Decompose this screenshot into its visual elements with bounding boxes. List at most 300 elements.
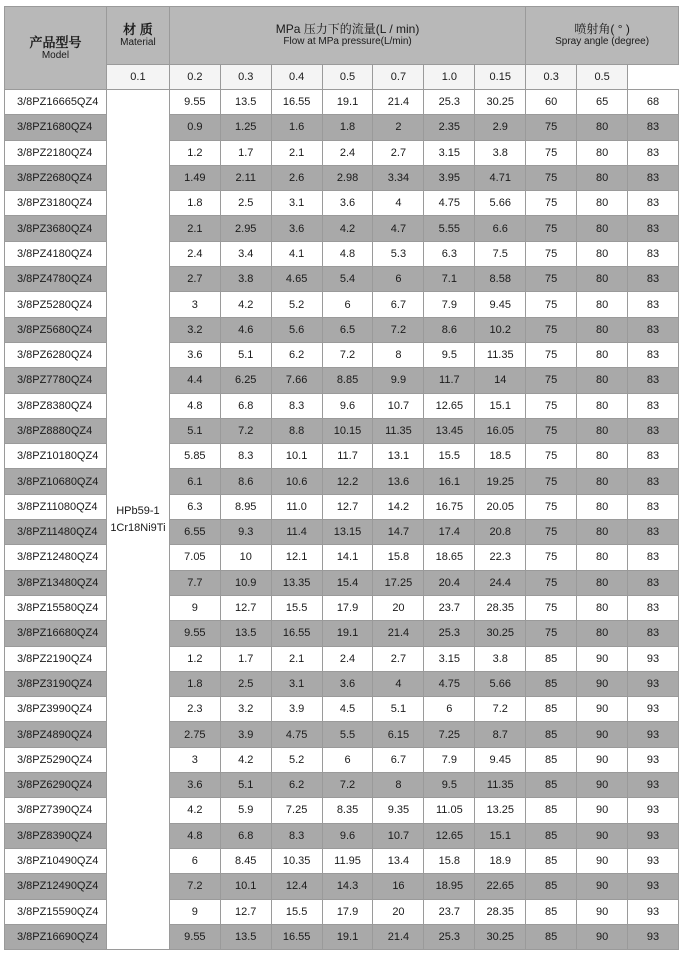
flow-cell: 6.8 [220,393,271,418]
pressure-header-cell: 0.2 [169,64,220,89]
flow-cell: 3.9 [220,722,271,747]
angle-cell: 80 [577,621,628,646]
angle-cell: 93 [628,874,679,899]
flow-cell: 5.4 [322,267,373,292]
flow-cell: 6.15 [373,722,424,747]
flow-cell: 6.2 [271,773,322,798]
model-cell: 3/8PZ7780QZ4 [5,368,107,393]
flow-cell: 7.2 [475,697,526,722]
flow-cell: 18.9 [475,848,526,873]
flow-cell: 2.7 [169,267,220,292]
flow-cell: 16.05 [475,418,526,443]
model-cell: 3/8PZ8390QZ4 [5,823,107,848]
flow-cell: 9.35 [373,798,424,823]
angle-cell: 75 [526,267,577,292]
flow-cell: 7.25 [424,722,475,747]
angle-cell: 83 [628,241,679,266]
flow-cell: 12.65 [424,393,475,418]
flow-cell: 6 [322,747,373,772]
angle-cell: 80 [577,342,628,367]
flow-cell: 9 [169,595,220,620]
flow-cell: 20 [373,899,424,924]
angle-cell: 75 [526,140,577,165]
flow-cell: 13.6 [373,469,424,494]
flow-cell: 10.2 [475,317,526,342]
model-cell: 3/8PZ2680QZ4 [5,165,107,190]
model-cell: 3/8PZ3990QZ4 [5,697,107,722]
flow-cell: 5.2 [271,292,322,317]
angle-cell: 85 [526,798,577,823]
table-row [5,317,679,342]
material-line: 1Cr18Ni9Ti [110,521,166,534]
flow-cell: 4.1 [271,241,322,266]
model-cell: 3/8PZ16680QZ4 [5,621,107,646]
flow-cell: 16.1 [424,469,475,494]
header-row [5,7,679,65]
angle-cell: 75 [526,520,577,545]
model-cell: 3/8PZ11080QZ4 [5,494,107,519]
angle-cell: 80 [577,545,628,570]
angle-cell: 90 [577,697,628,722]
flow-cell: 17.9 [322,899,373,924]
flow-cell: 9.3 [220,520,271,545]
flow-cell: 12.1 [271,545,322,570]
table-row [5,545,679,570]
flow-cell: 7.2 [220,418,271,443]
flow-cell: 5.3 [373,241,424,266]
flow-cell: 2.1 [271,140,322,165]
angle-cell: 75 [526,570,577,595]
flow-cell: 5.66 [475,191,526,216]
flow-cell: 10.6 [271,469,322,494]
flow-cell: 18.65 [424,545,475,570]
angle-cell: 93 [628,697,679,722]
flow-cell: 5.1 [169,418,220,443]
flow-cell: 17.4 [424,520,475,545]
angle-cell: 93 [628,646,679,671]
flow-cell: 19.1 [322,90,373,115]
flow-cell: 4 [373,191,424,216]
angle-cell: 75 [526,216,577,241]
angle-cell: 60 [526,90,577,115]
table-row [5,823,679,848]
flow-cell: 7.5 [475,241,526,266]
flow-cell: 8.6 [220,469,271,494]
flow-cell: 11.4 [271,520,322,545]
angle-cell: 80 [577,140,628,165]
flow-cell: 11.35 [373,418,424,443]
flow-cell: 9.55 [169,90,220,115]
flow-cell: 4.75 [424,191,475,216]
angle-cell: 80 [577,191,628,216]
flow-cell: 19.1 [322,924,373,949]
angle-cell: 90 [577,874,628,899]
flow-cell: 15.4 [322,570,373,595]
table-row [5,444,679,469]
flow-cell: 4.75 [424,671,475,696]
angle-cell: 80 [577,317,628,342]
flow-cell: 7.05 [169,545,220,570]
angle-cell: 93 [628,924,679,949]
flow-cell: 5.55 [424,216,475,241]
table-row [5,368,679,393]
angle-cell: 90 [577,798,628,823]
flow-cell: 9.9 [373,368,424,393]
flow-cell: 13.35 [271,570,322,595]
angle-cell: 83 [628,140,679,165]
flow-cell: 16.55 [271,90,322,115]
flow-cell: 2.4 [322,140,373,165]
angle-cell: 93 [628,671,679,696]
flow-cell: 8.85 [322,368,373,393]
model-cell: 3/8PZ15580QZ4 [5,595,107,620]
flow-cell: 6.1 [169,469,220,494]
flow-cell: 15.8 [373,545,424,570]
flow-cell: 13.25 [475,798,526,823]
angle-cell: 80 [577,368,628,393]
flow-cell: 3.4 [220,241,271,266]
model-cell: 3/8PZ12480QZ4 [5,545,107,570]
angle-cell: 83 [628,494,679,519]
angle-cell: 68 [628,90,679,115]
model-cell: 3/8PZ4890QZ4 [5,722,107,747]
angle-cell: 85 [526,747,577,772]
angle-cell: 80 [577,292,628,317]
angle-cell: 83 [628,115,679,140]
flow-cell: 8.8 [271,418,322,443]
angle-cell: 80 [577,469,628,494]
angle-cell: 80 [577,115,628,140]
flow-cell: 15.5 [271,595,322,620]
flow-cell: 13.5 [220,90,271,115]
angle-cell: 75 [526,545,577,570]
angle-cell: 83 [628,165,679,190]
angle-cell: 80 [577,595,628,620]
pressure-header-cell: 0.1 [106,64,169,89]
flow-cell: 2.6 [271,165,322,190]
model-cell: 3/8PZ5680QZ4 [5,317,107,342]
flow-cell: 14.3 [322,874,373,899]
angle-cell: 90 [577,671,628,696]
angle-cell: 75 [526,494,577,519]
angle-cell: 80 [577,165,628,190]
table-row [5,418,679,443]
flow-cell: 4.7 [373,216,424,241]
flow-cell: 15.1 [475,823,526,848]
flow-cell: 8.3 [271,393,322,418]
flow-cell: 12.2 [322,469,373,494]
pressure-header-cell: 0.4 [271,64,322,89]
model-header-en: Model [41,49,70,61]
flow-cell: 10.1 [271,444,322,469]
angle-cell: 80 [577,267,628,292]
model-cell: 3/8PZ6280QZ4 [5,342,107,367]
model-cell: 3/8PZ2190QZ4 [5,646,107,671]
flow-cell: 8.58 [475,267,526,292]
table-row [5,646,679,671]
table-row [5,671,679,696]
angle-header-cn: 喷射角( ° ) [574,22,630,37]
flow-cell: 20.4 [424,570,475,595]
flow-cell: 3.6 [322,191,373,216]
angle-header-en: Spray angle (degree) [555,36,650,48]
flow-cell: 4.71 [475,165,526,190]
flow-cell: 6.5 [322,317,373,342]
angle-cell: 80 [577,216,628,241]
angle-cell: 83 [628,368,679,393]
flow-cell: 6.8 [220,823,271,848]
pressure-header-row [5,64,679,89]
angle-cell: 83 [628,342,679,367]
flow-cell: 21.4 [373,621,424,646]
flow-cell: 15.1 [475,393,526,418]
flow-cell: 5.9 [220,798,271,823]
flow-cell: 16 [373,874,424,899]
flow-cell: 1.8 [169,191,220,216]
flow-cell: 2.7 [373,140,424,165]
flow-cell: 10.7 [373,393,424,418]
angle-cell: 90 [577,924,628,949]
angle-cell: 93 [628,773,679,798]
flow-cell: 22.65 [475,874,526,899]
flow-cell: 9.6 [322,393,373,418]
flow-cell: 8.7 [475,722,526,747]
flow-cell: 3.6 [169,773,220,798]
flow-cell: 14.7 [373,520,424,545]
flow-cell: 9.55 [169,924,220,949]
flow-cell: 2.98 [322,165,373,190]
flow-cell: 30.25 [475,90,526,115]
table-row [5,570,679,595]
flow-cell: 7.2 [322,342,373,367]
flow-header-cn: MPa 压力下的流量(L / min) [275,22,420,37]
flow-cell: 3.8 [475,140,526,165]
flow-cell: 2.5 [220,671,271,696]
flow-cell: 7.7 [169,570,220,595]
model-cell: 3/8PZ3180QZ4 [5,191,107,216]
flow-cell: 12.7 [220,899,271,924]
flow-cell: 6 [322,292,373,317]
model-cell: 3/8PZ2180QZ4 [5,140,107,165]
flow-cell: 3.95 [424,165,475,190]
flow-cell: 2.9 [475,115,526,140]
table-row [5,469,679,494]
flow-cell: 11.7 [424,368,475,393]
angle-cell: 83 [628,621,679,646]
model-cell: 3/8PZ16690QZ4 [5,924,107,949]
flow-cell: 20 [373,595,424,620]
flow-cell: 4.65 [271,267,322,292]
table-row [5,342,679,367]
angle-cell: 80 [577,444,628,469]
flow-header-en: Flow at MPa pressure(L/min) [283,36,412,48]
flow-cell: 3 [169,292,220,317]
flow-cell: 8.3 [271,823,322,848]
angle-pressure-header-cell: 0.3 [526,64,577,89]
flow-cell: 11.35 [475,342,526,367]
table-row [5,267,679,292]
angle-cell: 85 [526,924,577,949]
angle-cell: 83 [628,317,679,342]
flow-cell: 6.2 [271,342,322,367]
angle-pressure-header-cell: 0.15 [475,64,526,89]
angle-cell: 80 [577,393,628,418]
model-cell: 3/8PZ3680QZ4 [5,216,107,241]
flow-cell: 3 [169,747,220,772]
flow-cell: 11.0 [271,494,322,519]
pressure-header-cell: 0.5 [322,64,373,89]
flow-cell: 4.8 [169,393,220,418]
material-cell [106,90,169,950]
angle-cell: 85 [526,697,577,722]
flow-cell: 4.75 [271,722,322,747]
table-row [5,520,679,545]
flow-cell: 1.25 [220,115,271,140]
table-row [5,115,679,140]
flow-cell: 3.2 [169,317,220,342]
pressure-header-cell: 1.0 [424,64,475,89]
flow-cell: 16.55 [271,621,322,646]
angle-cell: 85 [526,646,577,671]
flow-cell: 16.55 [271,924,322,949]
flow-header [169,7,525,65]
flow-cell: 1.7 [220,646,271,671]
flow-cell: 19.1 [322,621,373,646]
flow-cell: 4.2 [322,216,373,241]
flow-cell: 1.8 [322,115,373,140]
flow-cell: 2.95 [220,216,271,241]
flow-cell: 8.45 [220,848,271,873]
flow-cell: 12.4 [271,874,322,899]
angle-cell: 83 [628,216,679,241]
material-header [106,7,169,65]
flow-cell: 11.35 [475,773,526,798]
flow-cell: 11.7 [322,444,373,469]
flow-cell: 13.1 [373,444,424,469]
angle-cell: 93 [628,899,679,924]
table-row [5,494,679,519]
angle-cell: 75 [526,469,577,494]
flow-cell: 7.66 [271,368,322,393]
model-cell: 3/8PZ8380QZ4 [5,393,107,418]
flow-cell: 17.25 [373,570,424,595]
flow-cell: 4 [373,671,424,696]
flow-cell: 1.6 [271,115,322,140]
flow-cell: 3.8 [475,646,526,671]
flow-cell: 8.35 [322,798,373,823]
flow-cell: 7.1 [424,267,475,292]
model-cell: 3/8PZ10680QZ4 [5,469,107,494]
angle-cell: 80 [577,241,628,266]
flow-cell: 6 [373,267,424,292]
flow-cell: 11.95 [322,848,373,873]
model-cell: 3/8PZ5290QZ4 [5,747,107,772]
flow-cell: 4.8 [169,823,220,848]
flow-cell: 2.1 [271,646,322,671]
flow-cell: 15.5 [271,899,322,924]
flow-cell: 5.1 [220,773,271,798]
angle-cell: 90 [577,747,628,772]
flow-cell: 7.9 [424,292,475,317]
model-cell: 3/8PZ8880QZ4 [5,418,107,443]
flow-cell: 4.4 [169,368,220,393]
angle-cell: 65 [577,90,628,115]
angle-cell: 75 [526,241,577,266]
flow-cell: 9 [169,899,220,924]
flow-cell: 14 [475,368,526,393]
angle-pressure-header-cell: 0.5 [577,64,628,89]
flow-cell: 1.7 [220,140,271,165]
angle-cell: 90 [577,848,628,873]
flow-cell: 3.6 [271,216,322,241]
angle-cell: 93 [628,722,679,747]
flow-cell: 28.35 [475,899,526,924]
flow-cell: 2.35 [424,115,475,140]
table-row [5,140,679,165]
flow-cell: 2.3 [169,697,220,722]
angle-cell: 83 [628,545,679,570]
flow-cell: 2 [373,115,424,140]
table-row [5,621,679,646]
model-cell: 3/8PZ15590QZ4 [5,899,107,924]
flow-cell: 7.25 [271,798,322,823]
table-row [5,848,679,873]
angle-cell: 80 [577,570,628,595]
flow-cell: 18.95 [424,874,475,899]
angle-cell: 93 [628,747,679,772]
table-row [5,216,679,241]
table-row [5,773,679,798]
flow-cell: 1.2 [169,646,220,671]
table-row [5,747,679,772]
table-row [5,90,679,115]
flow-cell: 8.6 [424,317,475,342]
model-cell: 3/8PZ3190QZ4 [5,671,107,696]
angle-cell: 90 [577,646,628,671]
flow-cell: 6.7 [373,292,424,317]
flow-cell: 28.35 [475,595,526,620]
angle-cell: 85 [526,671,577,696]
flow-cell: 16.75 [424,494,475,519]
flow-cell: 25.3 [424,90,475,115]
flow-cell: 17.9 [322,595,373,620]
flow-cell: 22.3 [475,545,526,570]
flow-cell: 7.2 [373,317,424,342]
flow-cell: 10.7 [373,823,424,848]
flow-cell: 25.3 [424,621,475,646]
flow-cell: 1.2 [169,140,220,165]
material-header-en: Material [120,36,156,48]
flow-cell: 6.7 [373,747,424,772]
angle-cell: 75 [526,165,577,190]
angle-cell: 75 [526,595,577,620]
model-cell: 3/8PZ1680QZ4 [5,115,107,140]
flow-cell: 18.5 [475,444,526,469]
angle-cell: 83 [628,520,679,545]
table-row [5,924,679,949]
flow-cell: 3.15 [424,646,475,671]
angle-cell: 90 [577,722,628,747]
flow-cell: 25.3 [424,924,475,949]
flow-cell: 2.5 [220,191,271,216]
angle-cell: 80 [577,520,628,545]
angle-cell: 83 [628,191,679,216]
flow-cell: 5.1 [220,342,271,367]
flow-cell: 6.3 [424,241,475,266]
flow-cell: 10.35 [271,848,322,873]
flow-cell: 9.45 [475,292,526,317]
flow-cell: 8 [373,773,424,798]
